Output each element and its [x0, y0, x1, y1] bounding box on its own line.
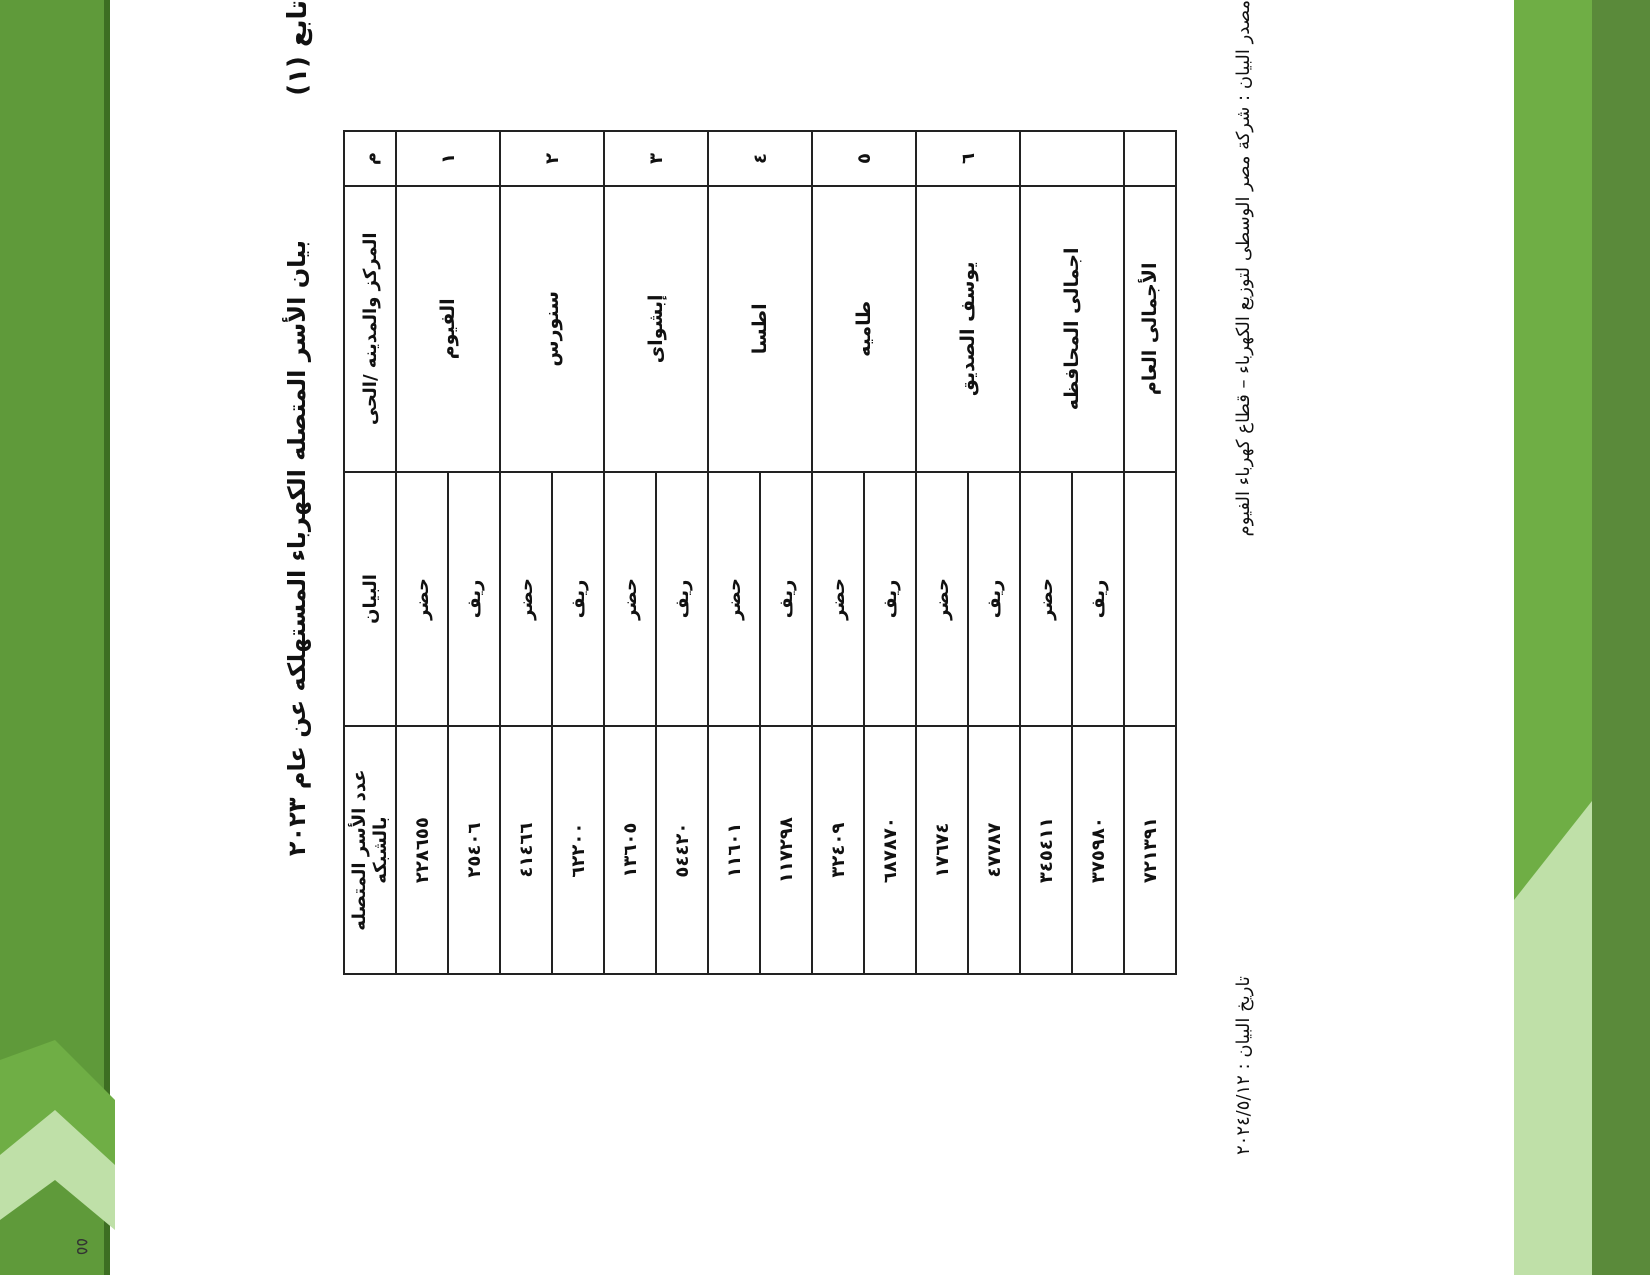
count-cell: ٤١٤٦٦: [500, 726, 552, 974]
region-cell: إبشواى: [604, 186, 708, 472]
region-cell: الفيوم: [396, 186, 500, 472]
chevron-decoration-icon: [0, 1040, 115, 1230]
row-num: ٤: [708, 131, 812, 186]
count-cell: ١٣٦٠٥: [604, 726, 656, 974]
type-cell: [1124, 472, 1176, 727]
region-cell: طاميه: [812, 186, 916, 472]
type-cell: حضر: [708, 472, 760, 727]
right-dark-green-band: [1592, 0, 1650, 1275]
date-note: تاريخ البيان : ٢٠٢٤/٥/١٢: [1233, 976, 1254, 1155]
page-title: بيان الأسر المتصله الكهرباء المستهلكه عن عام ٢٠٢٣: [283, 240, 311, 857]
row-num: ١: [396, 131, 500, 186]
table-row: [500, 131, 552, 974]
continued-label: تابع (١): [283, 0, 313, 96]
type-cell: حضر: [500, 472, 552, 727]
row-num: ٢: [500, 131, 604, 186]
region-cell: اطسا: [708, 186, 812, 472]
row-num: ٥: [812, 131, 916, 186]
count-cell: ١١٧٢٩٨: [760, 726, 812, 974]
count-cell: ٣٤٥٤١١: [1020, 726, 1072, 974]
type-cell: حضر: [604, 472, 656, 727]
count-cell: ١٧٦٧٤: [916, 726, 968, 974]
count-cell: ٥٤٤٢٠: [656, 726, 708, 974]
right-green-band: [1514, 0, 1592, 900]
type-cell: ريف: [760, 472, 812, 727]
type-cell: حضر: [396, 472, 448, 727]
table-row: [812, 131, 864, 974]
count-cell: ٦٢٢٠٠: [552, 726, 604, 974]
count-cell: ٢٥٤٠٦: [448, 726, 500, 974]
header-type: البيان: [344, 472, 396, 727]
type-cell: حضر: [812, 472, 864, 727]
type-cell: حضر: [1020, 472, 1072, 727]
source-note: مصدر البيان : شركة مصر الوسطى لتوزيع الكهرباء – قطاع كهرباء الفيوم: [1233, 0, 1254, 537]
type-cell: ريف: [968, 472, 1020, 727]
table-row: [396, 131, 448, 974]
table-row: [916, 131, 968, 974]
region-cell: يوسف الصديق: [916, 186, 1020, 472]
count-cell: ٣٢٤٠٩: [812, 726, 864, 974]
row-num: [1124, 131, 1176, 186]
table-row: [1020, 131, 1072, 974]
type-cell: ريف: [448, 472, 500, 727]
header-num: م: [344, 131, 396, 186]
row-num: [1020, 131, 1124, 186]
grand-total-row: [1124, 131, 1176, 974]
count-cell: ١١٦٠١: [708, 726, 760, 974]
region-cell: سنورس: [500, 186, 604, 472]
type-cell: حضر: [916, 472, 968, 727]
count-cell: ٦٨٧٨٧٠: [864, 726, 916, 974]
header-count: عدد الأسر المتصله بالشبكه: [344, 726, 396, 974]
type-cell: ريف: [864, 472, 916, 727]
table-header-row: [344, 131, 396, 974]
count-cell: ٢٢٨٦٥٥: [396, 726, 448, 974]
row-num: ٣: [604, 131, 708, 186]
rotated-document: [283, 0, 1323, 1155]
households-table: [343, 130, 1177, 975]
table-row: [604, 131, 656, 974]
type-cell: ريف: [552, 472, 604, 727]
type-cell: ريف: [656, 472, 708, 727]
row-num: ٦: [916, 131, 1020, 186]
table-row: [708, 131, 760, 974]
header-region: المركز والمدينه /الحى: [344, 186, 396, 472]
grand-total-label: الأجمالى العام: [1124, 186, 1176, 472]
region-cell: اجمالى المحافظه: [1020, 186, 1124, 472]
count-cell: ٤٧٧٨٧: [968, 726, 1020, 974]
page-number: ٥٥: [73, 1238, 92, 1256]
type-cell: ريف: [1072, 472, 1124, 727]
grand-total-count: ٧٢١٣٩١: [1124, 726, 1176, 974]
count-cell: ٣٧٥٩٨٠: [1072, 726, 1124, 974]
